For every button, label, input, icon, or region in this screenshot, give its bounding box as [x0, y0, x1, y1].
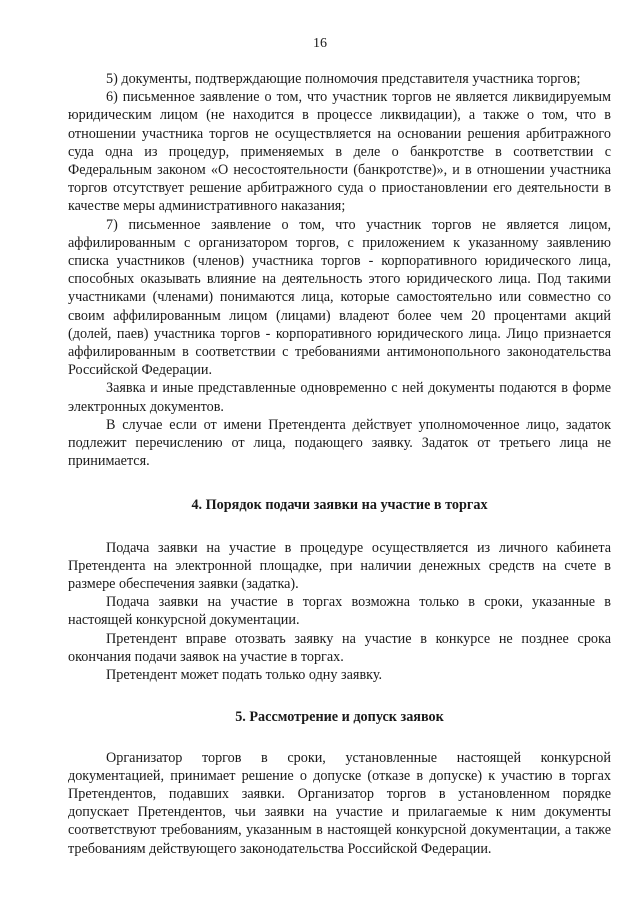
section-4-paragraph: Претендент может подать только одну заявку. [106, 667, 383, 684]
section-5-heading: 5. Рассмотрение и допуск заявок [235, 709, 444, 726]
section-4-paragraph: Претендент вправе отозвать заявку на участие в конкурсе не позднее срока окончания подачи заявок на участие в торгах. [68, 630, 611, 665]
paragraph-item-5: 5) документы, подтверждающие полномочия представителя участника торгов; [106, 71, 581, 87]
section-4-paragraph: Подача заявки на участие в торгах возможна только в сроки, указанные в настоящей конкурсной документации. [68, 594, 611, 629]
paragraph-deposit: В случае если от имени Претендента действует уполномоченное лицо, задаток подлежит перечислению от лица, подающего заявку. Задаток от третьего лица не принимается. [68, 416, 611, 470]
section-4-heading: 4. Порядок подачи заявки на участие в торгах [191, 497, 488, 514]
paragraph-item-6: 6) письменное заявление о том, что участник торгов не является ликвидируемым юридическим лицом (не находится в процессе ликвидации), а также о том, что в отношении участника торгов не осуществляется на основании решения арбитражного суда одна из процедур, применяемых в деле о банкротстве в соответствии с Федеральным законом «О несостоятельности (банкротстве)», и в отношении участника торгов отсутствует решение арбитражного суда о приостановлении его деятельности в качестве меры административного наказания; [68, 89, 611, 215]
paragraph-item-7: 7) письменное заявление о том, что участник торгов не является лицом, аффилированным с организатором торгов, с приложением к указанному заявлению списка участников (членов) участника торгов - корпоративного юридического лица, способных оказывать влияние на деятельность этого юридического лица. Под такими участниками (членами) понимаются лица, которые самостоятельно или совместно со своим аффилированным лицом (лицами) владеют более чем 20 процентами акций (долей, паев) участника торгов - корпоративного юридического лица. Лицо признается аффилированным в соответствии с требованиями антимонопольного законодательства Российской Федерации. [68, 216, 611, 379]
paragraph-electronic-form: Заявка и иные представленные одновременно с ней документы подаются в форме электронных документов. [68, 380, 611, 415]
section-4-paragraph: Подача заявки на участие в процедуре осуществляется из личного кабинета Претендента на электронной площадке, при наличии денежных средств на счете в размере обеспечения заявки (задатка). [68, 539, 611, 593]
document-body [68, 70, 611, 858]
page-number: 16 [313, 36, 327, 51]
section-5-paragraph: Организатор торгов в сроки, установленные настоящей конкурсной документацией, принимает решение о допуске (отказе в допуске) к участию в торгах Претендентов, подавших заявки. Организатор торгов в установленном порядке допускает Претендентов, чьи заявки на участие и прилагаемые к ним документы соответствуют требованиям, указанным в настоящей конкурсной документации, а также требованиям действующего законодательства Российской Федерации. [68, 749, 611, 857]
